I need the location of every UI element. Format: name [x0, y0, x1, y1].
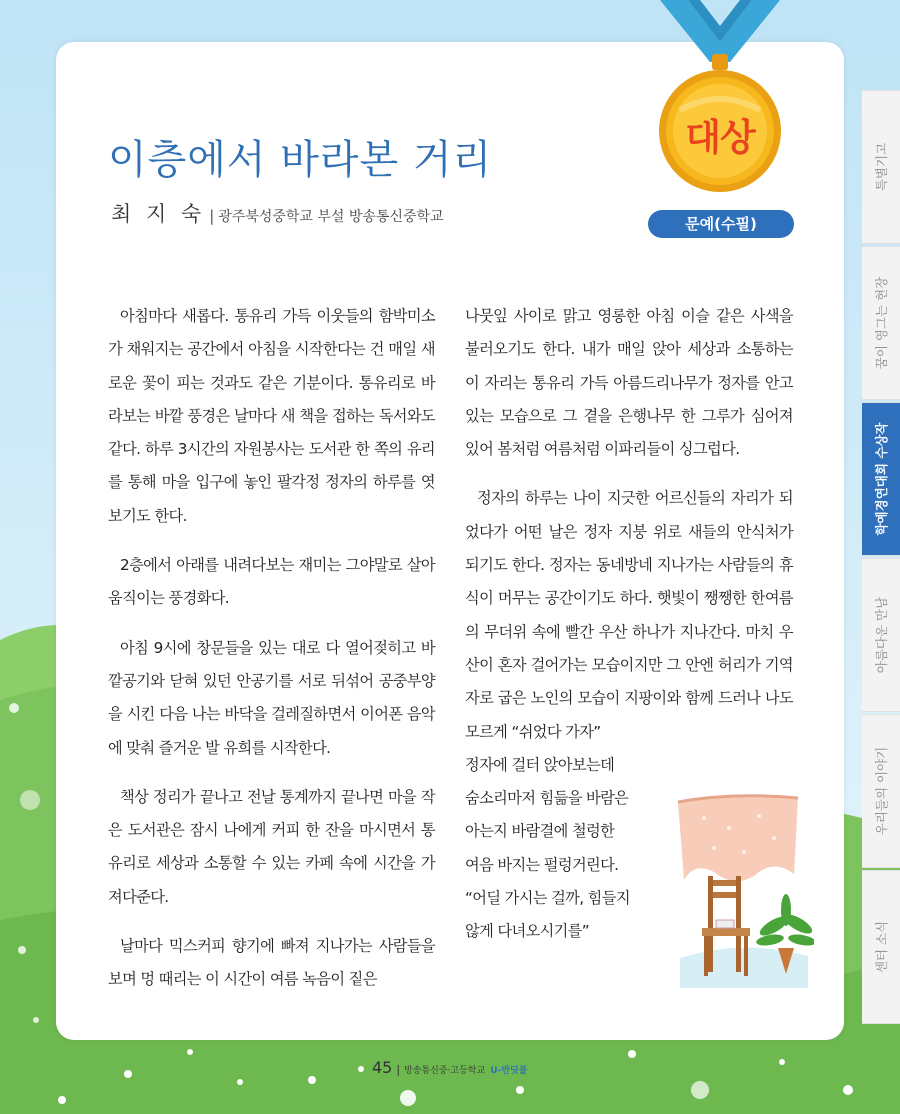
paragraph: 정자의 하루는 나이 지긋한 어르신들의 자리가 되었다가 어떤 날은 정자 지붕 위로 새들의 안식처가 되기도 한다. 정자는 동네방네 지나가는 사람들의 휴식이 머무는 공간이기도 하다. 햇빛이 쨍쨍한 한여름의 무더위 속에 빨간 우산 하나가 지나간다. 마치 우산이 혼자 걸어가는 모습이지만 그 안엔 허리가 기역 자로 굽은 노인의 모습이 지팡이와 함께 드러나 나도 모르게 “쉬었다 가자”: [465, 489, 793, 741]
text-line: 정자에 걸터 앉아보는데: [465, 755, 615, 774]
tab-award-winners[interactable]: [862, 402, 900, 556]
paragraph: 날마다 믹스커피 향기에 빠져 지나가는 사람들을 보며 멍 때리는 이 시간이 여름 녹음이 짙은: [108, 937, 435, 989]
page-footer: [358, 1058, 527, 1077]
byline: [111, 198, 444, 228]
text-line: 숨소리마저 힘듦을 바람은: [465, 789, 629, 808]
text-line: 아는지 바람결에 철렁한: [465, 822, 615, 841]
tab-label: 학예경연대회 수상작: [874, 422, 889, 536]
byline-separator: |: [209, 207, 215, 225]
paragraph: 2층에서 아래를 내려다보는 재미는 그야말로 살아 움직이는 풍경화다.: [108, 556, 435, 608]
article-title: 이층에서 바라본 거리: [108, 137, 493, 183]
text-line: 여음 바지는 펄렁거린다.: [465, 855, 619, 874]
chair-plant-illustration: [674, 788, 814, 988]
tab-label: 꿈이 영그는 현장: [874, 276, 889, 370]
text-line: “어딜 가시는 걸까, 힘들지: [465, 889, 630, 908]
tab-field-report[interactable]: [862, 246, 900, 400]
paragraph: 책상 정리가 끝나고 전날 통계까지 끝나면 마을 작은 도서관은 잠시 나에게 커피 한 잔을 마시면서 통유리로 세상과 소통할 수 있는 카페 속에 시간을 가져다준다.: [108, 787, 435, 906]
tab-special-contribution[interactable]: [862, 90, 900, 244]
body-column-left: [108, 300, 435, 1013]
paragraph: 나뭇잎 사이로 맑고 영롱한 아침 이슬 같은 사색을 불러오기도 한다. 내가 매일 앉아 세상과 소통하는 이 자리는 통유리 가득 아름드리나무가 정자를 안고 있는 모습으로 그 곁을 은행나무 한 그루가 심어져 있어 봄처럼 여름처럼 이파리들이 싱그럽다.: [465, 307, 793, 459]
author-name: 최 지 숙: [111, 202, 206, 226]
footer-dot: [358, 1066, 364, 1072]
author-school: 광주북성중학교 부설 방송통신중학교: [218, 209, 444, 225]
tab-label: 아름다운 만남: [874, 596, 889, 674]
category-badge: 문예(수필): [648, 210, 794, 238]
footer-separator: |: [396, 1063, 401, 1076]
paragraph: 아침마다 새롭다. 통유리 가득 이웃들의 함박미소가 채워지는 공간에서 아침을 시작한다는 건 매일 새로운 꽃이 피는 것과도 같은 기분이다. 통유리로 바라보는 바깥 풍경은 날마다 새 책을 접하는 독서와도 같다. 하루 3시간의 자원봉사는 도서관 한 쪽의 유리를 통해 마을 입구에 놓인 팔각정 정자의 하루를 엿보기도 한다.: [108, 307, 435, 525]
gold-medal-icon: [640, 0, 800, 210]
tab-label: 센터 소식: [874, 920, 889, 974]
publication-brand: U-반딧불: [490, 1066, 528, 1076]
medal-label: 대상: [685, 116, 755, 159]
tab-our-stories[interactable]: [862, 714, 900, 868]
tab-beautiful-meeting[interactable]: [862, 558, 900, 712]
tab-center-news[interactable]: [862, 870, 900, 1024]
publication-name: 방송통신중·고등학교: [404, 1066, 486, 1076]
page-number: 45: [372, 1058, 393, 1077]
tab-label: 우리들의 이야기: [874, 746, 889, 836]
paragraph: 아침 9시에 창문들을 있는 대로 다 열어젖히고 바깥공기와 닫혀 있던 안공기를 서로 뒤섞어 공중부양을 시킨 다음 나는 바닥을 걸레질하면서 이어폰 음악에 맞춰 즐거운 발 유희를 시작한다.: [108, 638, 435, 757]
text-line: 않게 다녀오시기를”: [465, 922, 590, 941]
paragraph-lines: [465, 749, 655, 949]
tab-label: 특별기고: [874, 142, 889, 192]
